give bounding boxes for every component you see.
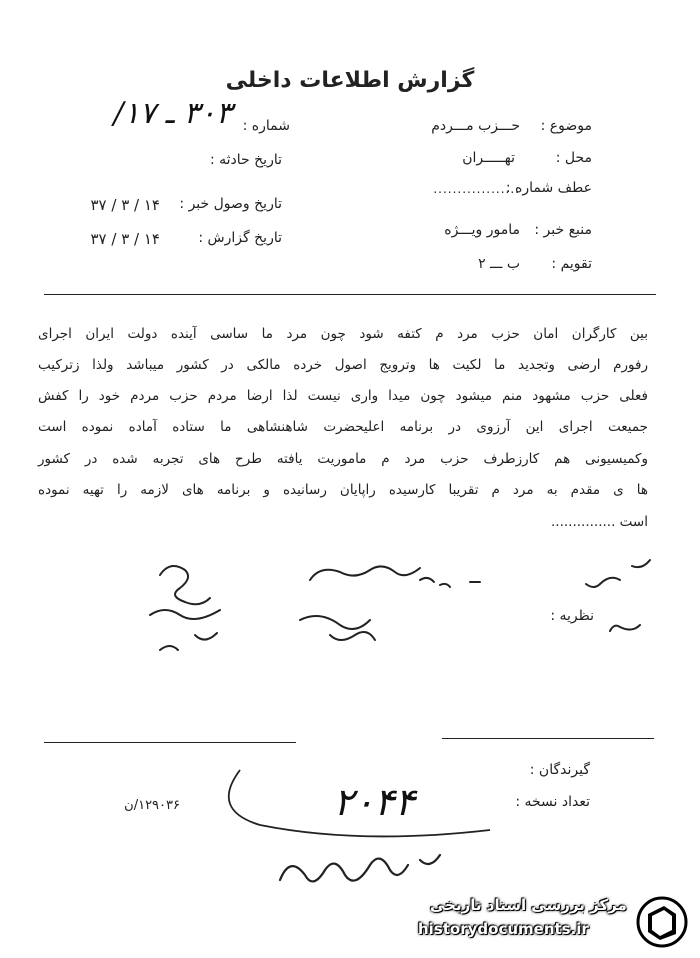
report-date-label: تاریخ گزارش : bbox=[198, 230, 282, 246]
report-date-value: ۱۴ / ۳ / ۳۷ bbox=[90, 230, 160, 248]
reference-label: عطف شماره : bbox=[505, 180, 592, 196]
body-line: رفورم ارضی وتجدید ما لکیت ها وترویج اصول خرده مالکی در کشور میباشد ولذا زترکیب bbox=[38, 357, 648, 373]
handwritten-number: ۲۰۴۴ bbox=[333, 780, 415, 824]
copies-label: تعداد نسخه : bbox=[515, 794, 590, 810]
receipt-date-label: تاریخ وصول خبر : bbox=[179, 196, 282, 212]
body-line: بین کارگران امان حزب مرد م کتفه شود چون مرد ما ساسی آینده دولت ایران اجرای bbox=[38, 326, 648, 342]
location-value: تهـــــران bbox=[462, 150, 515, 166]
subject-label: موضوع : bbox=[540, 118, 592, 134]
source-label: منبع خبر : bbox=[534, 222, 592, 238]
event-date-label: تاریخ حادثه : bbox=[209, 152, 282, 168]
report-title: گزارش اطلاعات داخلی bbox=[225, 68, 475, 93]
evaluation-value: ب ـــ ۲ bbox=[478, 256, 520, 272]
number-value: ۳۰۳ ـ ۱۷/ bbox=[113, 96, 232, 131]
signatures-drawing bbox=[0, 540, 700, 680]
opinion-label: نظریه : bbox=[550, 608, 594, 624]
watermark-url: historydocuments.ir bbox=[418, 920, 589, 938]
footer-divider-right bbox=[442, 738, 654, 739]
source-value: مامور ویـــژه bbox=[444, 222, 520, 238]
recipients-label: گیرندگان : bbox=[529, 762, 590, 778]
location-label: محل : bbox=[555, 150, 592, 166]
body-line: است ............... bbox=[551, 514, 648, 530]
archive-logo-icon bbox=[634, 894, 690, 950]
watermark-title: مرکز بررسی اسناد تاریخی bbox=[430, 896, 627, 914]
footer-divider-left bbox=[44, 742, 296, 743]
receipt-date-value: ۱۴ / ۳ / ۳۷ bbox=[90, 196, 160, 214]
evaluation-label: تقویم : bbox=[551, 256, 592, 272]
subject-value: حـــزب مـــردم bbox=[431, 118, 520, 134]
number-label: شماره : bbox=[242, 118, 290, 134]
body-line: وکمیسیونی هم کارزطرف حزب مرد م ماموریت یافته طرح های تجربه شده در کشور bbox=[38, 451, 648, 467]
body-line: فعلی حزب مشهود منم میشود چون میدا واری نیست لذا ارضا مردم حزب مردم خود را کفش bbox=[38, 388, 648, 404]
header-divider bbox=[44, 294, 656, 295]
reference-value: .................. bbox=[433, 182, 520, 196]
watermark bbox=[400, 892, 690, 950]
archive-number: ۱۲۹۰۳۶/ن bbox=[124, 798, 180, 813]
body-line: ها ی مقدم به مرد م تقریبا کارسیده راپایان رسانیده و برنامه های لازمه را تهیه نموده bbox=[38, 482, 648, 498]
body-line: جمیعت اجرای این آرزوی در برنامه اعلیحضرت شاهنشاهی ما ستاده آماده نموده است bbox=[38, 419, 648, 435]
bottom-signature-drawing bbox=[270, 840, 450, 900]
